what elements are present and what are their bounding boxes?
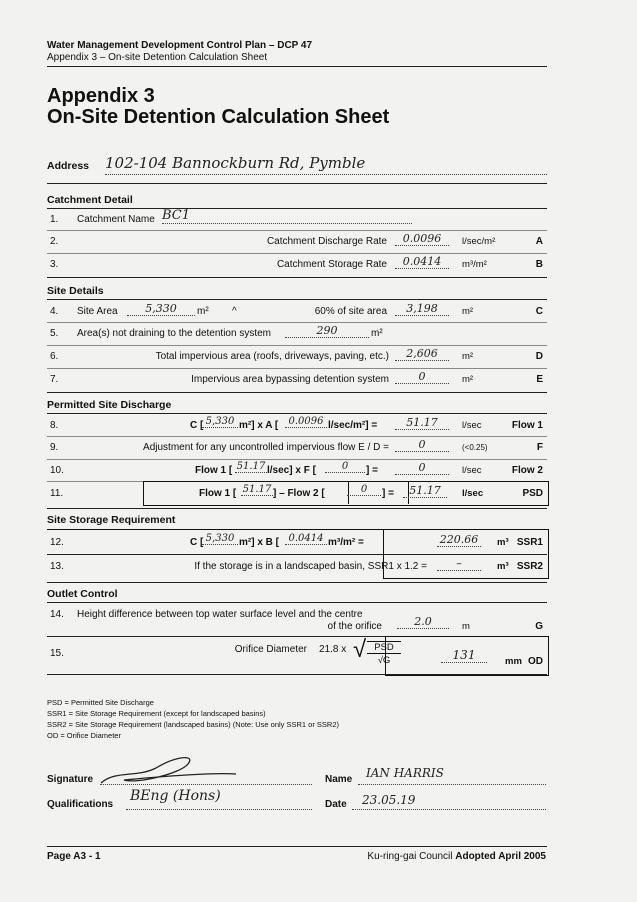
row-number: 3. xyxy=(50,259,59,270)
row-15 xyxy=(47,638,547,672)
row-number: 14. xyxy=(50,609,64,620)
row-6 xyxy=(47,345,547,367)
rule xyxy=(47,636,385,637)
address-value: 102-104 Bannockburn Rd, Pymble xyxy=(105,154,366,172)
unit: m³ xyxy=(497,561,509,572)
row-number: 8. xyxy=(50,420,59,431)
row-14 xyxy=(47,603,547,635)
formula-text: C [ xyxy=(190,420,204,431)
section-storage: Site Storage Requirement xyxy=(47,514,176,526)
code: G xyxy=(535,621,543,632)
name-value: IAN HARRIS xyxy=(366,766,444,780)
height-diff-value: 2.0 xyxy=(397,615,449,629)
section-site: Site Details xyxy=(47,285,104,297)
page-number: Page A3 - 1 xyxy=(47,851,101,862)
landscaped-basin-label: If the storage is in a landscaped basin, SSR1 x 1.2 = xyxy=(194,561,427,572)
date-value: 23.05.19 xyxy=(362,793,416,807)
site-area-ref: 5,330 xyxy=(202,416,238,428)
discharge-rate-label: Catchment Discharge Rate xyxy=(266,236,387,247)
code: F xyxy=(536,442,543,453)
impervious-area-label: Total impervious area (roofs, driveways, paving, etc.) xyxy=(155,351,389,362)
rate-a-ref: 0.0096 xyxy=(285,416,327,428)
non-draining-area-value: 290 xyxy=(285,324,369,338)
rule xyxy=(47,674,547,675)
footer-adopted: Adopted April 2005 xyxy=(455,851,546,862)
code: D xyxy=(535,351,543,362)
unit: m² xyxy=(371,328,383,339)
site-area-label: Site Area xyxy=(77,306,118,317)
unit: (<0.25) xyxy=(462,443,488,452)
non-draining-area-label: Area(s) not draining to the detention system xyxy=(77,328,271,339)
row-3 xyxy=(47,253,547,275)
caret-mark: ^ xyxy=(232,306,237,317)
site-area-value: 5,330 xyxy=(127,302,195,316)
rule xyxy=(47,277,547,278)
rule xyxy=(47,183,547,184)
row-number: 13. xyxy=(50,561,64,572)
code: OD xyxy=(528,656,543,667)
code: Flow 1 xyxy=(511,420,543,431)
formula-text: m²] x B [ xyxy=(239,537,279,548)
footer-council-name: Ku-ring-gai Council xyxy=(367,851,453,862)
row-8 xyxy=(47,414,547,436)
abbreviation-notes xyxy=(47,697,339,741)
section-outlet: Outlet Control xyxy=(47,588,118,600)
row-number: 10. xyxy=(50,465,64,476)
formula-text: Flow 1 [ xyxy=(195,465,233,476)
site-area-ref: 5,330 xyxy=(202,533,238,545)
address-label: Address xyxy=(47,160,90,172)
formula-text: l/sec/m²] = xyxy=(328,420,378,431)
row-5 xyxy=(47,322,547,344)
row-7 xyxy=(47,368,547,390)
footer-council xyxy=(367,851,546,862)
adjustment-label: Adjustment for any uncontrolled impervious flow E / D = xyxy=(143,442,389,453)
signature-label: Signature xyxy=(47,774,94,785)
unit: l/sec/m² xyxy=(462,236,496,247)
row-13 xyxy=(47,555,547,577)
f-ref: 0 xyxy=(325,461,365,473)
catchment-name-value: BC1 xyxy=(162,208,412,224)
row-number: 15. xyxy=(50,648,64,659)
address-row xyxy=(47,154,547,172)
row-2 xyxy=(47,230,547,252)
formula-text: m³/m² = xyxy=(328,537,364,548)
flow1-ref: 51.17 xyxy=(236,461,266,472)
unit: m³/m² xyxy=(462,259,487,270)
psd-value: 51.17 xyxy=(403,484,447,498)
row-number: 1. xyxy=(50,214,59,225)
unit: m² xyxy=(197,306,209,317)
flow1-value: 51.17 xyxy=(395,416,449,430)
code: B xyxy=(535,259,543,270)
row-number: 12. xyxy=(50,537,64,548)
formula-text: ] = xyxy=(366,465,378,476)
storage-rate-label: Catchment Storage Rate xyxy=(276,259,387,270)
formula-text: l/sec] x F [ xyxy=(267,465,316,476)
sqrt-icon: √ xyxy=(353,636,367,663)
height-diff-label-2: of the orifice xyxy=(327,621,382,632)
rule xyxy=(47,392,547,393)
address-line xyxy=(105,174,547,175)
flow2-ref: 0 xyxy=(347,484,381,496)
row-number: 4. xyxy=(50,306,59,317)
formula-text: m²] x A [ xyxy=(239,420,279,431)
row-number: 7. xyxy=(50,374,59,385)
flow1-ref: 51.17 xyxy=(242,484,272,495)
percent-site-area-label: 60% of site area xyxy=(314,306,387,317)
orifice-value: 131 xyxy=(441,648,487,663)
formula-text: ] – Flow 2 [ xyxy=(273,488,325,499)
row-4 xyxy=(47,300,547,322)
note-ssr2: SSR2 = Site Storage Requirement (landscaped basins) (Note: Use only SSR1 or SSR2) xyxy=(47,720,340,729)
percent-site-area-value: 3,198 xyxy=(395,302,449,316)
rule xyxy=(47,582,547,583)
unit: m² xyxy=(462,306,474,317)
code: Flow 2 xyxy=(511,465,543,476)
header-line-1: Water Management Development Control Plan – DCP 47 xyxy=(47,40,313,51)
formula-text: ] = xyxy=(382,488,394,499)
rate-b-ref: 0.0414 xyxy=(285,533,327,545)
flow2-value: 0 xyxy=(395,461,449,475)
discharge-rate-value: 0.0096 xyxy=(395,232,449,246)
row-1 xyxy=(47,208,547,230)
rule xyxy=(47,508,547,509)
signature-scribble xyxy=(96,750,246,790)
unit: m² xyxy=(462,374,474,385)
formula-numerator: PSD xyxy=(367,641,401,654)
formula-denominator: √G xyxy=(377,655,391,666)
row-10 xyxy=(47,459,547,481)
row-9 xyxy=(47,436,547,458)
bypass-area-label: Impervious area bypassing detention system xyxy=(191,374,389,385)
header-line-2: Appendix 3 – On-site Detention Calculation Sheet xyxy=(47,52,268,63)
name-label: Name xyxy=(325,774,353,785)
unit: m³ xyxy=(497,537,509,548)
row-number: 6. xyxy=(50,351,59,362)
bypass-area-value: 0 xyxy=(395,370,449,384)
section-catchment: Catchment Detail xyxy=(47,194,133,206)
formula-text: 21.8 x xyxy=(319,644,347,655)
row-number: 5. xyxy=(50,328,59,339)
code: SSR1 xyxy=(516,537,543,548)
section-discharge: Permitted Site Discharge xyxy=(47,399,172,411)
qualifications-label: Qualifications xyxy=(47,799,114,810)
code: E xyxy=(536,374,543,385)
adjustment-value: 0 xyxy=(395,438,449,452)
note-psd: PSD = Permitted Site Discharge xyxy=(47,698,154,707)
row-11 xyxy=(47,482,547,504)
unit: mm xyxy=(505,656,522,667)
code: SSR2 xyxy=(516,561,543,572)
unit: l/sec xyxy=(462,420,482,431)
ssr1-value: 220.66 xyxy=(437,533,481,547)
rule xyxy=(47,846,547,847)
page-title: Appendix 3 xyxy=(47,85,155,107)
code: C xyxy=(535,306,543,317)
formula-text: Flow 1 [ xyxy=(199,488,237,499)
impervious-area-value: 2,606 xyxy=(395,347,449,361)
date-label: Date xyxy=(325,799,347,810)
code: PSD xyxy=(522,488,543,499)
header-rule xyxy=(47,66,547,67)
date-line xyxy=(352,809,546,810)
formula-text: C [ xyxy=(190,537,204,548)
row-number: 11. xyxy=(50,488,64,499)
qualifications-value: BEng (Hons) xyxy=(130,788,221,804)
height-diff-label: Height difference between top water surface level and the centre xyxy=(77,609,363,620)
name-line xyxy=(358,784,546,785)
catchment-name-label: Catchment Name xyxy=(77,214,155,225)
row-number: 9. xyxy=(50,442,59,453)
unit: m² xyxy=(462,351,474,362)
storage-rate-value: 0.0414 xyxy=(395,255,449,269)
orifice-diameter-label: Orifice Diameter xyxy=(234,644,307,655)
row-12 xyxy=(47,531,547,553)
unit: l/sec xyxy=(462,465,482,476)
code: A xyxy=(535,236,543,247)
ssr2-value: – xyxy=(437,557,481,571)
page-subtitle: On-Site Detention Calculation Sheet xyxy=(47,106,390,128)
qualifications-line xyxy=(126,809,312,810)
unit: l/sec xyxy=(462,488,484,499)
unit: m xyxy=(462,621,470,632)
row-number: 2. xyxy=(50,236,59,247)
note-od: OD = Orifice Diameter xyxy=(47,731,121,740)
note-ssr1: SSR1 = Site Storage Requirement (except for landscaped basins) xyxy=(47,709,266,718)
